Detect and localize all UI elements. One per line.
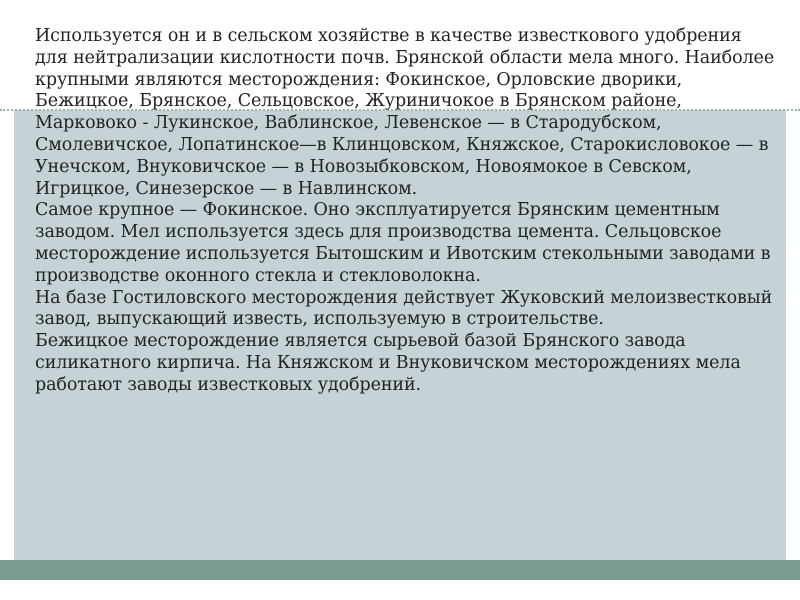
footer-edge bbox=[0, 580, 800, 600]
paragraph-fokinskoe: Самое крупное — Фокинское. Оно эксплуатируется Брянским цементным заводом. Мел используется здесь для производства цемента. Сельцовское месторождение используется Бытошским и Ивотским стекольными заводами в производстве оконного стекла и стекловолокна. bbox=[35, 200, 771, 286]
paragraph-bezhitskoe: Бежицкое месторождение является сырьевой базой Брянского завода силикатного кирпича. На Княжском и Внуковичском месторождениях мела работают заводы известковых удобрений. bbox=[35, 331, 741, 395]
paragraph-intro: Используется он и в сельском хозяйстве в качестве известкового удобрения для нейтрализации кислотности почв. Брянской области мела много. Наиболее крупными являются месторождения: Фокинское, Орловские дворики, Бежицкое, Брянское, Сельцовское, Журиничокое в Брянском районе, Марковоко - Лукинское, Ваблинское, Левенское — в Стародубском, Смолевичское, Лопатинское—в Клинцовском, Княжское, Старокисловокое — в Унечском, Внуковичское — в Новозыбковском, Новоямокое в Севском, Игрицкое, Синезерское — в Навлинском. bbox=[35, 26, 775, 199]
footer-band bbox=[0, 560, 800, 580]
slide-body-text bbox=[35, 26, 775, 397]
paragraph-gostilovskoe: На базе Гостиловского месторождения действует Жуковский мелоизвестковый завод, выпускающий известь, используемую в строительстве. bbox=[35, 287, 773, 330]
